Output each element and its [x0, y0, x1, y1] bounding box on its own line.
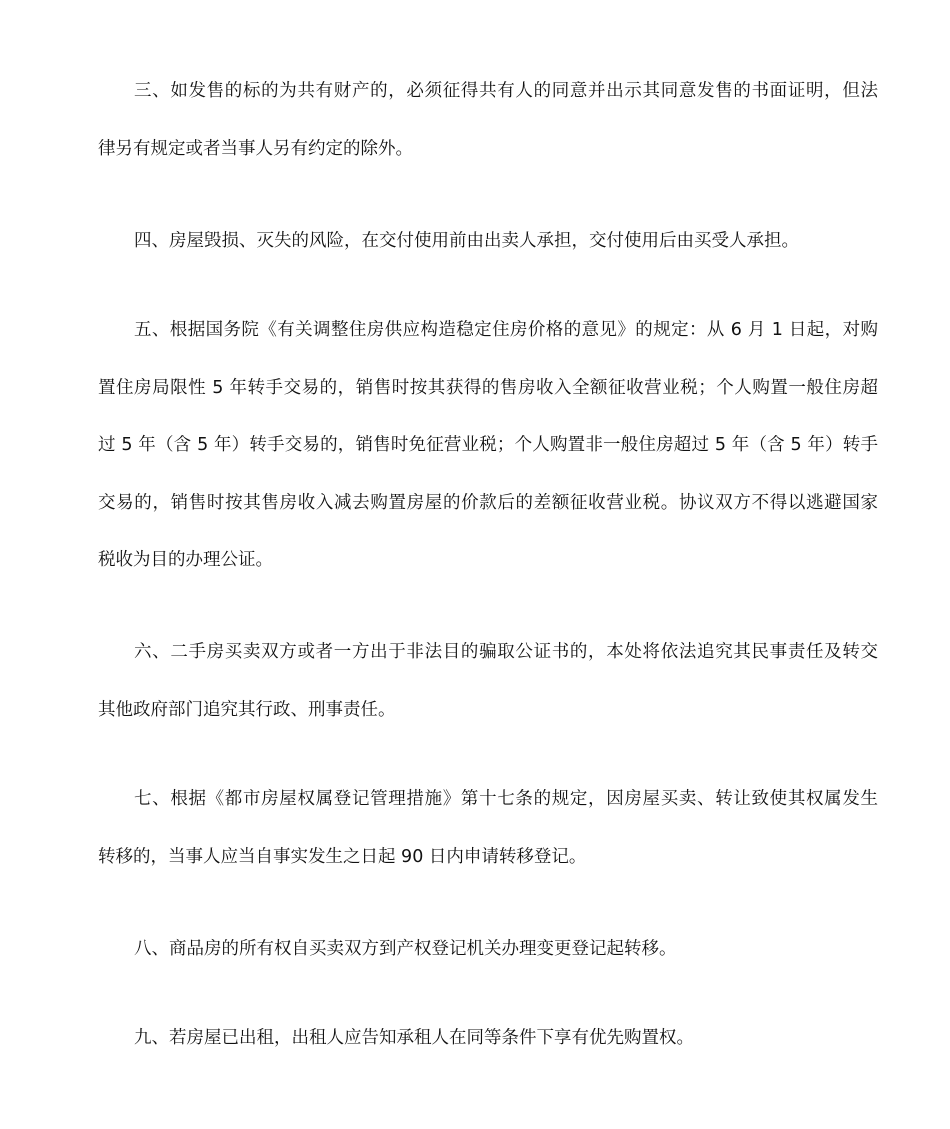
paragraph-3-line-2: 律另有规定或者当事人另有约定的除外。 [98, 139, 413, 159]
paragraph-5-line-5: 税收为目的办理公证。 [98, 550, 273, 570]
paragraph-4-line-1: 四、房屋毁损、灭失的风险，在交付使用前由出卖人承担，交付使用后由买受人承担。 [134, 231, 799, 251]
paragraph-6-line-2: 其他政府部门追究其行政、刑事责任。 [98, 700, 396, 720]
paragraph-5-line-4: 交易的，销售时按其售房收入减去购置房屋的价款后的差额征收营业税。协议双方不得以逃避国家 [98, 493, 878, 513]
paragraph-3-line-1: 三、如发售的标的为共有财产的，必须征得共有人的同意并出示其同意发售的书面证明，但法 [134, 81, 878, 101]
paragraph-8-line-1: 八、商品房的所有权自买卖双方到产权登记机关办理变更登记起转移。 [134, 939, 677, 959]
paragraph-7-line-2: 转移的，当事人应当自事实发生之日起 90 日内申请转移登记。 [98, 847, 587, 867]
paragraph-6-line-1: 六、二手房买卖双方或者一方出于非法目的骗取公证书的，本处将依法追究其民事责任及转交 [134, 642, 878, 662]
paragraph-9-line-1: 九、若房屋已出租，出租人应告知承租人在同等条件下享有优先购置权。 [134, 1028, 694, 1048]
paragraph-5-line-3: 过 5 年（含 5 年）转手交易的，销售时免征营业税；个人购置非一般住房超过 5 年（含 5 年）转手 [98, 435, 878, 455]
paragraph-5-line-1: 五、根据国务院《有关调整住房供应构造稳定住房价格的意见》的规定：从 6 月 1 日起，对购 [134, 320, 878, 340]
paragraph-5-line-2: 置住房局限性 5 年转手交易的，销售时按其获得的售房收入全额征收营业税；个人购置一般住房超 [98, 378, 878, 398]
paragraph-7-line-1: 七、根据《都市房屋权属登记管理措施》第十七条的规定，因房屋买卖、转让致使其权属发生 [134, 789, 878, 809]
